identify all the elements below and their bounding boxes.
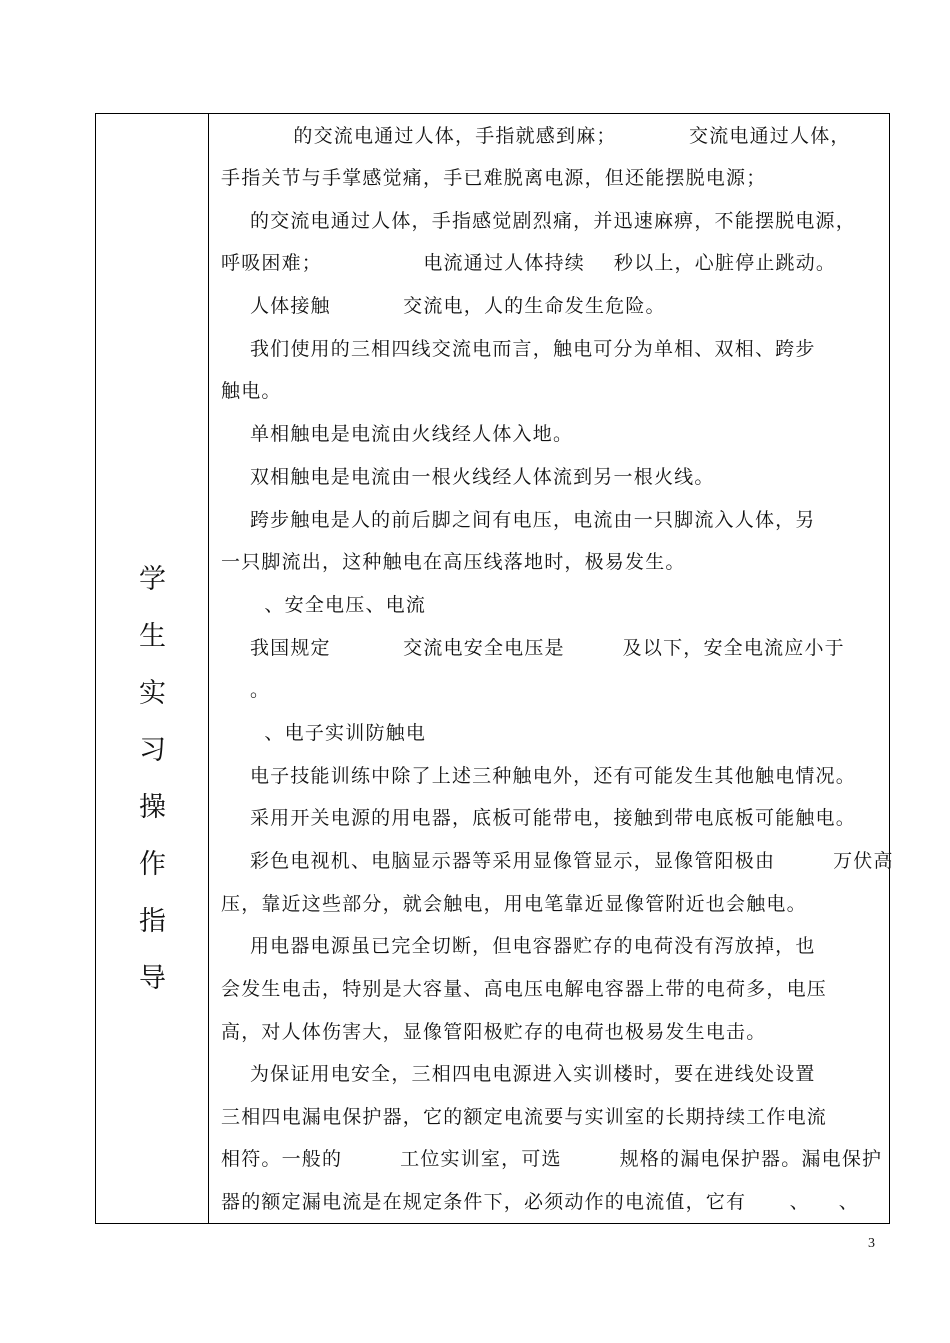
text-line: 的交流电通过人体，手指就感到麻； 交流电通过人体， (221, 125, 851, 147)
text-line: 器的额定漏电流是在规定条件下，必须动作的电流值，它有 、 、 (221, 1191, 859, 1213)
text-line: 采用开关电源的用电器，底板可能带电，接触到带电底板可能触电。 (221, 807, 856, 829)
page-number: 3 (868, 1236, 875, 1251)
text-line: 一只脚流出，这种触电在高压线落地时，极易发生。 (221, 551, 686, 573)
text-line: 彩色电视机、电脑显示器等采用显像管显示，显像管阳极由 万伏高 (221, 850, 894, 872)
side-label-char: 实 (139, 678, 166, 709)
text-line: 双相触电是电流由一根火线经人体流到另一根火线。 (221, 466, 715, 488)
side-label-char: 指 (139, 906, 166, 937)
text-line: 我们使用的三相四线交流电而言，触电可分为单相、双相、跨步 (221, 338, 816, 360)
text-line: 的交流电通过人体，手指感觉剧烈痛，并迅速麻痹，不能摆脱电源， (221, 210, 856, 232)
side-label-char: 作 (139, 849, 166, 880)
side-label-char: 生 (139, 621, 166, 652)
text-line: 为保证用电安全，三相四电电源进入实训楼时，要在进线处设置 (221, 1063, 816, 1085)
text-line: 电子技能训练中除了上述三种触电外，还有可能发生其他触电情况。 (221, 765, 856, 787)
text-line: 、安全电压、电流 (221, 594, 427, 616)
side-label-cell (96, 114, 209, 1223)
text-line: 手指关节与手掌感觉痛，手已难脱离电源，但还能摆脱电源； (221, 167, 767, 189)
content-cell (209, 114, 894, 1223)
text-line: 三相四电漏电保护器，它的额定电流要与实训室的长期持续工作电流 (221, 1106, 828, 1128)
text-line: 用电器电源虽已完全切断，但电容器贮存的电荷没有泻放掉，也 (221, 935, 816, 957)
text-line: 压，靠近这些部分，就会触电，用电笔靠近显像管附近也会触电。 (221, 893, 807, 915)
side-label-char: 操 (139, 792, 166, 823)
side-label-char: 习 (139, 735, 166, 766)
text-line: 人体接触 交流电，人的生命发生危险。 (221, 295, 666, 317)
text-line: 我国规定 交流电安全电压是 及以下，安全电流应小于 (221, 637, 845, 659)
text-line: 相符。一般的 工位实训室，可选 规格的漏电保护器。漏电保护 (221, 1148, 883, 1170)
text-line: 会发生电击，特别是大容量、高电压电解电容器上带的电荷多，电压 (221, 978, 828, 1000)
side-label-char: 导 (139, 963, 166, 994)
side-label-char: 学 (139, 564, 166, 595)
text-line: 呼吸困难； 电流通过人体持续 秒以上，心脏停止跳动。 (221, 252, 837, 274)
document-table (95, 113, 894, 1224)
side-label (96, 551, 209, 1007)
text-line: 跨步触电是人的前后脚之间有电压，电流由一只脚流入人体，另 (221, 509, 816, 531)
text-line: 、电子实训防触电 (221, 722, 427, 744)
text-line: 触电。 (221, 380, 282, 402)
text-line: 。 (221, 679, 271, 701)
text-line: 单相触电是电流由火线经人体入地。 (221, 423, 574, 445)
text-line: 高，对人体伤害大，显像管阳极贮存的电荷也极易发生电击。 (221, 1021, 767, 1043)
